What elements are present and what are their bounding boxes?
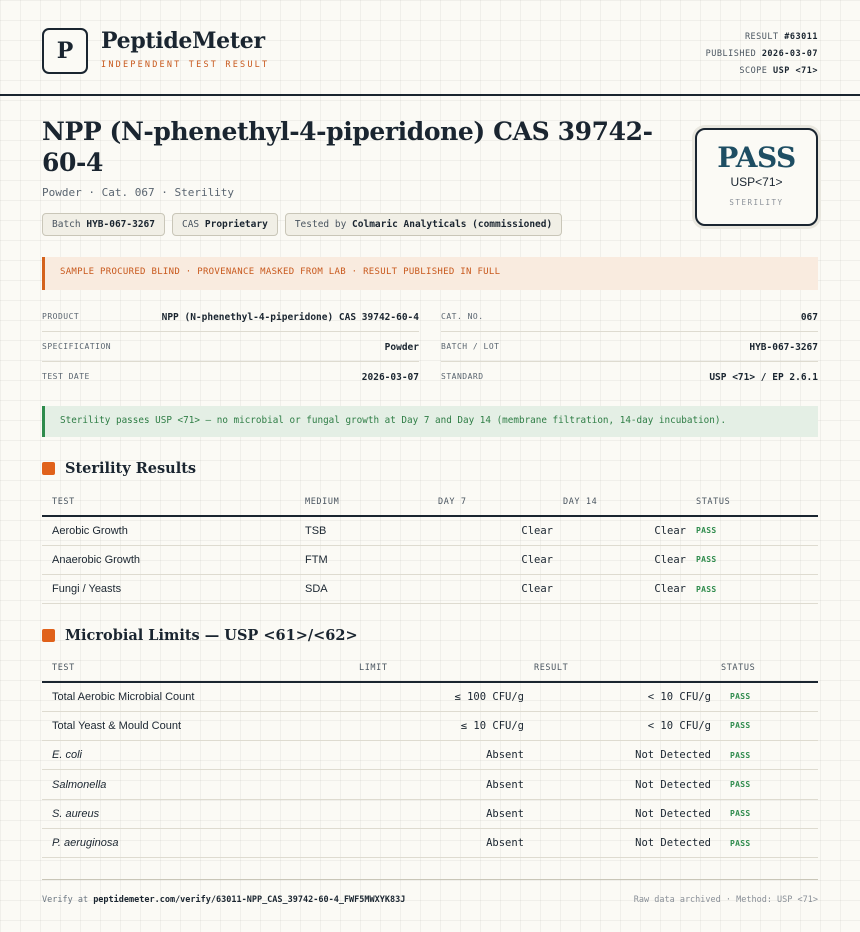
- col-header: DAY 14: [553, 489, 686, 516]
- info-row-cat-no: [441, 302, 818, 332]
- cell-result: Not Detected: [524, 828, 711, 857]
- stamp-standard: USP<71>: [730, 175, 783, 189]
- section-marker-icon: [42, 462, 55, 475]
- info-row-standard: [441, 362, 818, 392]
- cell-day14: Clear: [553, 516, 686, 545]
- info-row-product: [42, 302, 419, 332]
- table-header-row: [42, 489, 818, 516]
- cell-status: PASS: [711, 741, 818, 770]
- cell-status: PASS: [711, 799, 818, 828]
- table-row: [42, 799, 818, 828]
- cell-day7: Clear: [428, 545, 553, 574]
- pass-stamp: [695, 128, 818, 226]
- cell-test: Fungi / Yeasts: [42, 575, 295, 604]
- col-header: TEST: [42, 655, 349, 682]
- cell-limit: Absent: [349, 828, 524, 857]
- cell-status: PASS: [686, 516, 818, 545]
- info-value: 2026-03-07: [361, 372, 419, 383]
- footer-divider: [42, 879, 818, 880]
- section-marker-icon: [42, 629, 55, 642]
- product-title: NPP (N-phenethyl-4-piperidone) CAS 39742-60-4: [42, 117, 653, 177]
- chip-batch-value: HYB-067-3267: [86, 219, 155, 230]
- cell-result: < 10 CFU/g: [524, 711, 711, 740]
- organism-name: Salmonella: [52, 778, 107, 791]
- organism-name: P. aeruginosa: [52, 837, 119, 850]
- meta-published-value: 2026-03-07: [761, 49, 818, 59]
- col-header: TEST: [42, 489, 295, 516]
- cell-test: [42, 828, 349, 857]
- microbial-table: [42, 655, 818, 858]
- chip-tested-by-label: Tested by: [294, 219, 347, 230]
- microbial-section-title: [42, 627, 358, 644]
- info-row-specification: [42, 332, 419, 362]
- col-header: MEDIUM: [295, 489, 428, 516]
- chip-tested-by-value: Colmaric Analyticals (commissioned): [352, 219, 553, 230]
- meta-published: [706, 46, 818, 63]
- cell-test: Anaerobic Growth: [42, 545, 295, 574]
- sterility-table: [42, 489, 818, 604]
- product-subtitle: Powder · Cat. 067 · Sterility: [42, 186, 235, 199]
- meta-result: [706, 29, 818, 46]
- brand-name: PeptideMeter: [101, 28, 265, 54]
- stamp-verdict: PASS: [717, 141, 796, 174]
- meta-published-label: PUBLISHED: [705, 49, 757, 59]
- col-header: LIMIT: [349, 655, 524, 682]
- cell-medium: FTM: [295, 545, 428, 574]
- col-header: STATUS: [711, 655, 818, 682]
- chip-cas: [172, 213, 278, 236]
- cell-status: PASS: [686, 575, 818, 604]
- cell-test: [42, 741, 349, 770]
- sterility-section-title: [42, 460, 196, 477]
- chip-tested-by: [285, 213, 562, 236]
- verify-footer: [42, 895, 405, 905]
- cell-day14: Clear: [553, 575, 686, 604]
- cell-day7: Clear: [428, 575, 553, 604]
- cell-test: Aerobic Growth: [42, 516, 295, 545]
- verify-label: Verify at: [42, 895, 89, 905]
- table-row: [42, 545, 818, 574]
- info-label: CAT. NO.: [441, 312, 484, 321]
- organism-name: E. coli: [52, 749, 82, 762]
- table-row: [42, 682, 818, 711]
- cell-result: Not Detected: [524, 770, 711, 799]
- table-row: [42, 828, 818, 857]
- info-value: HYB-067-3267: [749, 342, 818, 353]
- cell-result: Not Detected: [524, 799, 711, 828]
- cell-status: PASS: [711, 711, 818, 740]
- table-row: [42, 711, 818, 740]
- table-header-row: [42, 655, 818, 682]
- table-row: [42, 770, 818, 799]
- chip-batch: [42, 213, 165, 236]
- microbial-title-text: Microbial Limits — USP <61>/<62>: [65, 627, 358, 644]
- cell-day7: Clear: [428, 516, 553, 545]
- col-header: DAY 7: [428, 489, 553, 516]
- info-grid-left: [42, 302, 419, 392]
- info-row-test-date: [42, 362, 419, 392]
- archive-note: Raw data archived · Method: USP <71>: [633, 895, 818, 905]
- table-row: [42, 575, 818, 604]
- cell-status: PASS: [686, 545, 818, 574]
- info-value: NPP (N-phenethyl-4-piperidone) CAS 39742-60-4: [161, 312, 419, 323]
- cell-limit: Absent: [349, 741, 524, 770]
- table-row: [42, 741, 818, 770]
- meta-scope-label: SCOPE: [739, 66, 768, 76]
- cell-limit: ≤ 100 CFU/g: [349, 682, 524, 711]
- cell-result: Not Detected: [524, 741, 711, 770]
- cell-test: [42, 799, 349, 828]
- chip-batch-label: Batch: [52, 219, 81, 230]
- cell-test: [42, 770, 349, 799]
- col-header: RESULT: [524, 655, 711, 682]
- info-grid-right: [441, 302, 818, 392]
- result-meta: [706, 29, 818, 80]
- col-header: STATUS: [686, 489, 818, 516]
- verify-link[interactable]: peptidemeter.com/verify/63011-NPP_CAS_39742-60-4_FWF5MWXYK83J: [93, 895, 406, 905]
- meta-result-label: RESULT: [744, 32, 779, 42]
- cell-day14: Clear: [553, 545, 686, 574]
- cell-limit: Absent: [349, 770, 524, 799]
- meta-scope-value: USP <71>: [773, 66, 818, 76]
- cell-limit: Absent: [349, 799, 524, 828]
- cell-status: PASS: [711, 770, 818, 799]
- cell-limit: ≤ 10 CFU/g: [349, 711, 524, 740]
- sterility-title-text: Sterility Results: [65, 460, 197, 477]
- chip-cas-value: Proprietary: [204, 219, 268, 230]
- cell-test: Total Yeast & Mould Count: [42, 711, 349, 740]
- info-value: Powder: [384, 342, 419, 353]
- cell-medium: SDA: [295, 575, 428, 604]
- procurement-notice: SAMPLE PROCURED BLIND · PROVENANCE MASKED FROM LAB · RESULT PUBLISHED IN FULL: [42, 257, 818, 290]
- stamp-scope: STERILITY: [729, 198, 784, 207]
- chip-cas-label: CAS: [181, 219, 200, 230]
- cell-status: PASS: [711, 828, 818, 857]
- info-label: STANDARD: [441, 372, 484, 381]
- info-label: TEST DATE: [42, 372, 90, 381]
- brand-logo: P: [42, 28, 88, 74]
- meta-scope: [706, 63, 818, 80]
- cell-result: < 10 CFU/g: [524, 682, 711, 711]
- brand-tagline: INDEPENDENT TEST RESULT: [101, 60, 270, 70]
- table-row: [42, 516, 818, 545]
- sterility-summary-notice: Sterility passes USP <71> — no microbial or fungal growth at Day 7 and Day 14 (membrane filtration, 14-day incubation).: [42, 406, 818, 437]
- info-value: USP <71> / EP 2.6.1: [709, 372, 818, 383]
- product-chips: [42, 213, 562, 236]
- meta-result-value: #63011: [784, 32, 818, 42]
- info-value: 067: [800, 312, 818, 323]
- info-label: SPECIFICATION: [42, 342, 112, 351]
- cell-medium: TSB: [295, 516, 428, 545]
- page-header: [0, 0, 860, 96]
- info-row-batch: [441, 332, 818, 362]
- info-label: PRODUCT: [42, 312, 80, 321]
- info-label: BATCH / LOT: [441, 342, 500, 351]
- cell-status: PASS: [711, 682, 818, 711]
- organism-name: S. aureus: [52, 807, 100, 820]
- cell-test: Total Aerobic Microbial Count: [42, 682, 349, 711]
